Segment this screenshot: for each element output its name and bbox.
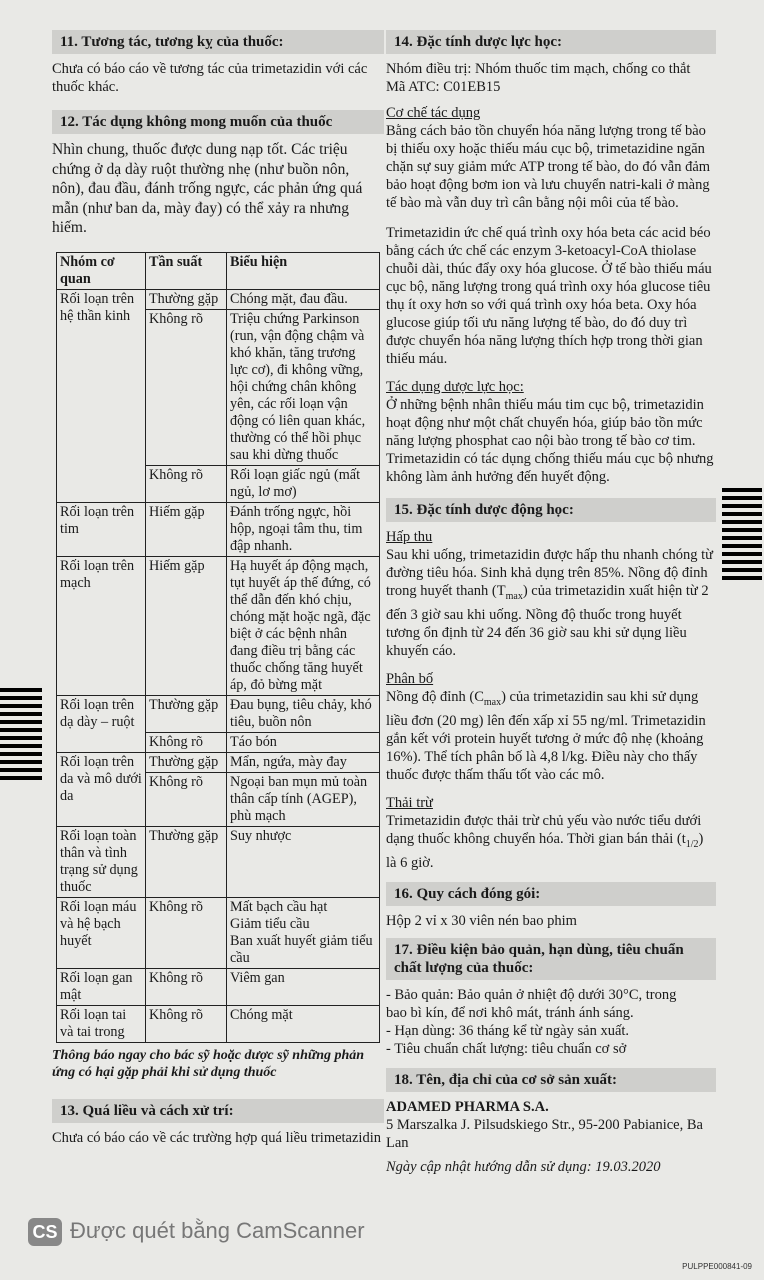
- table-cell: Rối loạn trên da và mô dưới da: [57, 752, 146, 826]
- barcode-right: [722, 488, 762, 584]
- right-column: [386, 30, 716, 1176]
- s12-heading: 12. Tác dụng không mong muốn của thuốc: [52, 110, 384, 134]
- s15-abs: [386, 546, 716, 660]
- table-cell: Rối loạn trên hệ thần kinh: [57, 289, 146, 502]
- s15-elim: [386, 812, 716, 872]
- table-cell: Rối loạn giấc ngủ (mất ngủ, lơ mơ): [227, 465, 380, 502]
- table-cell: Không rõ: [146, 772, 227, 826]
- left-column: [52, 30, 384, 1147]
- s16-heading: 16. Quy cách đóng gói:: [386, 882, 716, 906]
- table-cell: Táo bón: [227, 732, 380, 752]
- table-cell: Rối loạn toàn thân và tình trạng sử dụng thuốc: [57, 826, 146, 897]
- table-cell: Đánh trống ngực, hồi hộp, ngoại tâm thu, tim đập nhanh.: [227, 502, 380, 556]
- camscanner-watermark: [28, 1218, 365, 1246]
- table-row: [57, 695, 380, 732]
- table-cell: Không rõ: [146, 465, 227, 502]
- s13-heading: 13. Quá liều và cách xử trí:: [52, 1099, 384, 1123]
- s15-abs-sub: max: [505, 590, 523, 602]
- table-cell: Mẩn, ngứa, mày đay: [227, 752, 380, 772]
- table-cell: Không rõ: [146, 732, 227, 752]
- s14-eff-title: Tác dụng dược lực học:: [386, 379, 524, 395]
- table-cell: Chóng mặt, đau đầu.: [227, 289, 380, 309]
- s14-eff: Ở những bệnh nhân thiếu máu tim cục bộ, trimetazidin hoạt động như một chất chuyển hóa, giúp bảo tồn mức năng lượng phosphat cao nội bào trong tế bào cơ tim. Trimetazidin có tác dụng chống thiếu máu cục bộ nhưng không làm ảnh hưởng đến huyết động.: [386, 397, 714, 485]
- s11-body: Chưa có báo cáo về tương tác của trimetazidin với các thuốc khác.: [52, 61, 368, 95]
- table-cell: Chóng mặt: [227, 1005, 380, 1042]
- table-cell: Rối loạn trên mạch: [57, 556, 146, 695]
- table-cell: Mất bạch cầu hạt Giảm tiểu cầu Ban xuất huyết giảm tiểu cầu: [227, 897, 380, 968]
- table-header: Tần suất: [146, 252, 227, 289]
- s17-l4: - Tiêu chuẩn chất lượng: tiêu chuẩn cơ sở: [386, 1040, 627, 1057]
- s15-heading: 15. Đặc tính dược động học:: [386, 498, 716, 522]
- s14-mech-title: Cơ chế tác dụng: [386, 105, 481, 121]
- table-cell: Thường gặp: [146, 695, 227, 732]
- table-cell: Thường gặp: [146, 826, 227, 897]
- table-cell: Không rõ: [146, 897, 227, 968]
- table-row: [57, 752, 380, 772]
- table-cell: Thường gặp: [146, 289, 227, 309]
- table-cell: Đau bụng, tiêu chảy, khó tiêu, buồn nôn: [227, 695, 380, 732]
- s18-name: ADAMED PHARMA S.A.: [386, 1098, 549, 1115]
- table-cell: Rối loạn gan mật: [57, 968, 146, 1005]
- table-row: [57, 826, 380, 897]
- s14-heading: 14. Đặc tính dược lực học:: [386, 30, 716, 54]
- s17-l3: - Hạn dùng: 36 tháng kể từ ngày sản xuất.: [386, 1022, 630, 1039]
- s12-note: Thông báo ngay cho bác sỹ hoặc dược sỹ những phản ứng có hại gặp phải khi sử dụng thuốc: [52, 1047, 365, 1080]
- s14-atc: Mã ATC: C01EB15: [386, 79, 501, 95]
- table-cell: Rối loạn máu và hệ bạch huyết: [57, 897, 146, 968]
- table-cell: Hiếm gặp: [146, 556, 227, 695]
- s17-l2: bao bì kín, để nơi khô mát, tránh ánh sáng.: [386, 1004, 634, 1021]
- s15-dist-title: Phân bố: [386, 670, 434, 687]
- table-cell: Không rõ: [146, 309, 227, 465]
- table-cell: Hiếm gặp: [146, 502, 227, 556]
- s15-elim-a: Trimetazidin được thải trừ chủ yếu vào nước tiểu dưới dạng thuốc không chuyển hóa. Thời gian bán thải (t: [386, 812, 702, 847]
- table-cell: Suy nhược: [227, 826, 380, 897]
- s11-heading: 11. Tương tác, tương kỵ của thuốc:: [52, 30, 384, 54]
- s15-dist-b: ) của trimetazidin sau khi sử dụng liều đơn (20 mg) lên đến xấp xỉ 55 ng/ml. Trimetazidin gắn kết với protein huyết tương ở mức độ nhẹ (khoảng 16%). Thể tích phân bố là 4,8 l/kg. Điều này cho thấy thuốc được thấm thấu tốt vào các mô.: [386, 688, 706, 783]
- s15-dist: [386, 688, 716, 784]
- s15-elim-title: Thải trừ: [386, 794, 433, 811]
- s15-elim-b: ) là 6 giờ.: [386, 830, 704, 871]
- table-row: [57, 1005, 380, 1042]
- s17-l1: - Bảo quản: Bảo quản ở nhiệt độ dưới 30°C, trong: [386, 986, 677, 1003]
- watermark-text: Được quét bằng CamScanner: [70, 1218, 365, 1243]
- s17-heading: 17. Điều kiện bảo quản, hạn dùng, tiêu chuẩn chất lượng của thuốc:: [386, 938, 716, 980]
- table-row: [57, 502, 380, 556]
- s16-body: Hộp 2 vỉ x 30 viên nén bao phim: [386, 912, 577, 929]
- table-row: [57, 897, 380, 968]
- table-header: Nhóm cơ quan: [57, 252, 146, 289]
- s15-abs-a: Sau khi uống, trimetazidin được hấp thu nhanh chóng từ đường tiêu hóa. Sinh khả dụng trên 85%. Nồng độ đỉnh trong huyết thanh (T: [386, 547, 714, 599]
- side-effects-table: [56, 252, 380, 1043]
- camscanner-logo: CS: [28, 1218, 62, 1246]
- table-cell: Viêm gan: [227, 968, 380, 1005]
- s18-heading: 18. Tên, địa chỉ của cơ sở sản xuất:: [386, 1068, 716, 1092]
- s18-addr: 5 Marszalka J. Pilsudskiego Str., 95-200 Pabianice, Ba Lan: [386, 1116, 703, 1151]
- barcode-left: [0, 688, 42, 784]
- document-code: PULPPE000841-09: [682, 1262, 752, 1271]
- table-cell: Rối loạn tai và tai trong: [57, 1005, 146, 1042]
- table-row: [57, 556, 380, 695]
- table-cell: Hạ huyết áp động mạch, tụt huyết áp thế đứng, có thể dẫn đến khó chịu, chóng mặt hoặc ngã, đặc biệt ở các bệnh nhân đang điều trị bằng các thuốc chống tăng huyết áp, đỏ bừng mặt: [227, 556, 380, 695]
- s15-abs-b: ) của trimetazidin xuất hiện từ 2 đến 3 giờ sau khi uống. Nồng độ thuốc trong huyết tương ổn định từ 24 đến 36 giờ sau khi sử dụng liều khuyến cáo.: [386, 583, 709, 659]
- table-cell: Không rõ: [146, 968, 227, 1005]
- table-row: [57, 289, 380, 309]
- s13-body: Chưa có báo cáo về các trường hợp quá liều trimetazidin: [52, 1129, 381, 1146]
- s12-body: Nhìn chung, thuốc được dung nạp tốt. Các triệu chứng ở dạ dày ruột thường nhẹ (như buồn nôn, nôn), đau đầu, đánh trống ngực, các phản ứng quá mẫn (như ban da, mày đay) có thể xảy ra nhưng hiếm.: [52, 141, 363, 236]
- s18-date: Ngày cập nhật hướng dẫn sử dụng: 19.03.2020: [386, 1158, 661, 1175]
- s14-mech1: Bằng cách bảo tồn chuyển hóa năng lượng trong tế bào bị thiếu oxy hoặc thiếu máu cục bộ, trimetazidine ngăn chặn sự suy giảm mức ATP trong tế bào, do đó vẫn đảm bảo hoạt động bơm ion và lưu chuyển natri-kali ở màng tế bào mà vẫn duy trì cân bằng nội môi của tế bào.: [386, 123, 711, 211]
- table-row: [57, 968, 380, 1005]
- s14-group: Nhóm điều trị: Nhóm thuốc tim mạch, chống co thắt: [386, 61, 691, 77]
- s15-dist-sub: max: [483, 696, 502, 708]
- table-cell: Rối loạn trên dạ dày – ruột: [57, 695, 146, 752]
- table-cell: Triệu chứng Parkinson (run, vận động chậm và khó khăn, tăng trương lực cơ), đi không vững, hội chứng chân không yên, các rối loạn vận động có liên quan khác, thường có thể hồi phục sau khi dừng thuốc: [227, 309, 380, 465]
- s14-mech2: Trimetazidin ức chế quá trình oxy hóa beta các acid béo bằng cách ức chế các enzym 3-ketoacyl-CoA thiolase chuỗi dài, thúc đẩy oxy hóa glucose. Ở tế bào thiếu máu cục bộ, năng lượng trong quá trình oxy hóa glucose tiêu thụ ít oxy hơn so với quá trình oxy hóa beta. Oxy hóa glucose giúp tối ưu năng lượng tế bào, do đó duy trì được chuyển hóa năng lượng thích hợp trong thời gian thiếu máu.: [386, 225, 712, 367]
- table-cell: Rối loạn trên tim: [57, 502, 146, 556]
- s15-dist-a: Nồng độ đỉnh (C: [386, 688, 484, 705]
- table-cell: Ngoại ban mụn mủ toàn thân cấp tính (AGEP), phù mạch: [227, 772, 380, 826]
- table-cell: Không rõ: [146, 1005, 227, 1042]
- table-header: Biểu hiện: [227, 252, 380, 289]
- s15-elim-sub: 1/2: [685, 838, 699, 850]
- s15-abs-title: Hấp thu: [386, 529, 433, 545]
- table-cell: Thường gặp: [146, 752, 227, 772]
